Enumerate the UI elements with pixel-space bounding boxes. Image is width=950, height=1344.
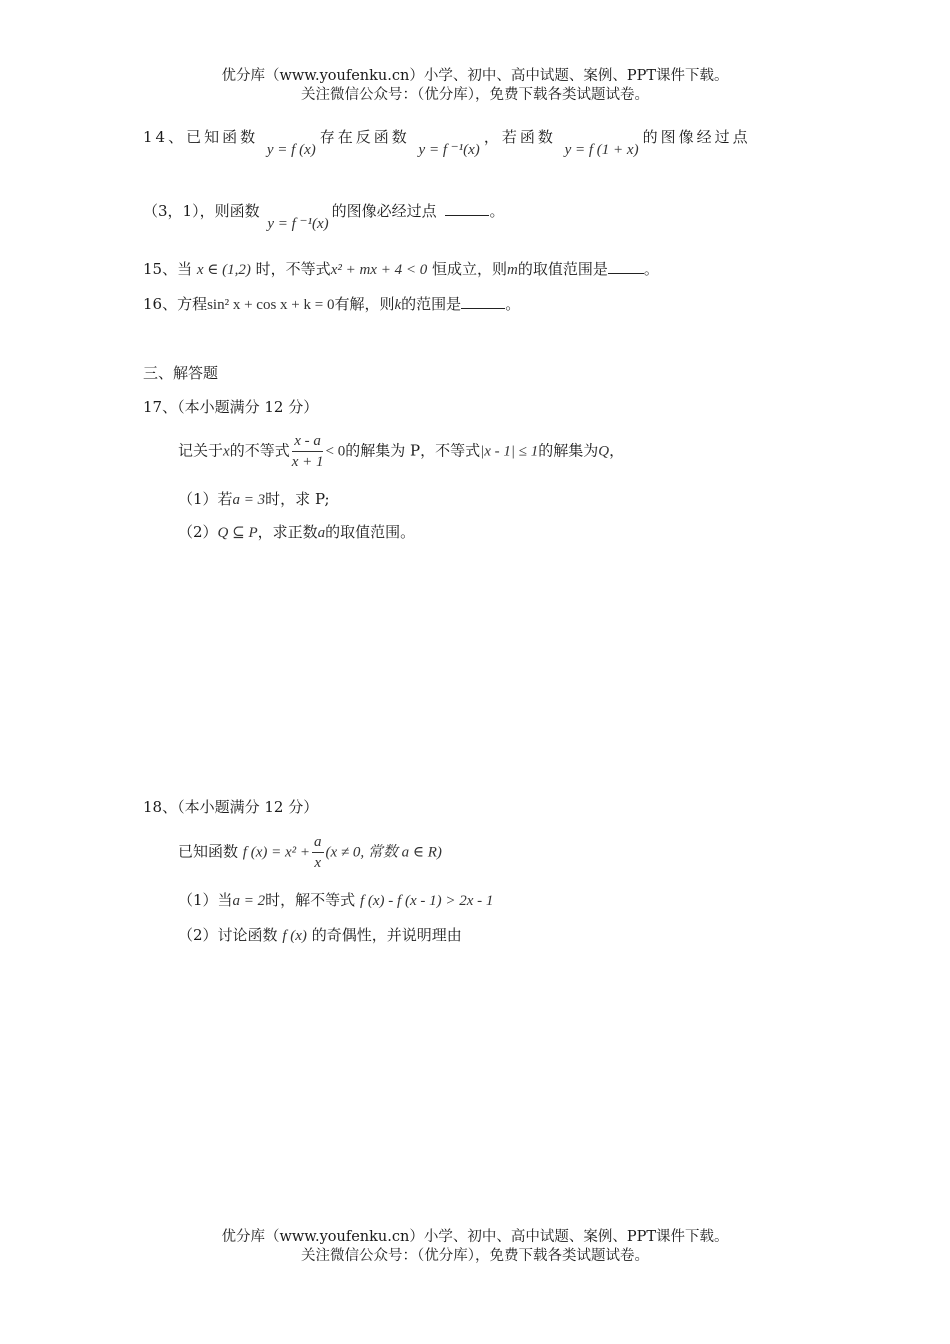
question-17-statement <box>178 431 624 472</box>
question-17-fraction <box>292 431 324 472</box>
question-17-part-1 <box>178 488 330 511</box>
question-17-abs-inequality: |x - 1| ≤ 1 <box>480 443 539 460</box>
question-17-text-4: 的解集为 <box>538 441 599 460</box>
question-15-number: 15、当 <box>143 260 193 278</box>
question-18-fraction <box>312 832 324 873</box>
question-14-text-6: 的图像必经过点 <box>331 202 437 220</box>
question-17-part-2-text-1: ，求正数 <box>257 523 318 541</box>
question-17-part-1-label: （1）若 <box>178 490 233 508</box>
question-17-fraction-numerator: x - a <box>292 431 324 452</box>
question-15-text-1: 时，不等式 <box>255 260 331 278</box>
question-17-title: 17、（本小题满分 12 分） <box>143 398 319 416</box>
question-14-formula-1: y = f (x) <box>266 142 316 158</box>
question-18-part-1 <box>178 889 493 912</box>
question-15-formula-1: x ∈ (1,2) <box>196 262 251 278</box>
question-14-text-3: ，若函数 <box>483 128 556 146</box>
question-15-answer-blank <box>608 259 644 274</box>
header-line-2: 关注微信公众号：（优分库），免费下载各类试题试卷。 <box>301 87 649 103</box>
question-17-set-q: Q <box>598 443 610 460</box>
question-14-text-4: 的图像经过点 <box>642 128 751 146</box>
question-17-text-1: 记关于 <box>178 441 224 460</box>
header-line-1: 优分库（www.youfenku.cn）小学、初中、高中试题、案例、PPT课件下载。 <box>221 68 729 84</box>
question-16-formula-1: sin² x + cos x + k = 0 <box>207 297 335 313</box>
question-17-part-2-formula: Q ⊆ P <box>217 525 258 541</box>
question-14-formula-2: y = f ⁻¹(x) <box>418 142 480 158</box>
question-14-formula-3: y = f (1 + x) <box>564 142 639 158</box>
question-15-formula-2: x² + mx + 4 < 0 <box>330 262 428 278</box>
question-18-fraction-denominator: x <box>314 855 322 871</box>
question-15 <box>143 258 659 281</box>
question-14-number: 14、 <box>143 128 187 146</box>
question-17-text-5: ， <box>609 441 625 460</box>
question-14-line-1 <box>143 126 751 158</box>
question-15-text-3: 的取值范围是 <box>517 260 608 278</box>
question-16 <box>143 293 520 316</box>
footer-line-1: 优分库（www.youfenku.cn）小学、初中、高中试题、案例、PPT课件下载。 <box>221 1229 729 1245</box>
question-18-part-1-formula: a = 2 <box>232 893 266 909</box>
question-16-end: 。 <box>505 295 521 313</box>
question-17-part-2-var-a: a <box>317 525 326 541</box>
question-17-less-than-zero: < 0 <box>325 443 346 460</box>
question-18-part-1-inequality: f (x) - f (x - 1) > 2x - 1 <box>359 893 494 909</box>
question-17-text-3: 的解集为 P，不等式 <box>345 441 481 460</box>
question-18-part-2-formula: f (x) <box>282 928 307 944</box>
question-18-domain-condition: (x ≠ 0, 常数 a ∈ R) <box>325 844 442 861</box>
question-17-text-2: 的不等式 <box>229 441 290 460</box>
question-18-text-1: 已知函数 <box>178 842 239 861</box>
question-18-part-2 <box>178 924 462 947</box>
question-18-statement <box>178 832 442 873</box>
question-16-answer-blank <box>461 294 505 309</box>
question-14-line-2 <box>143 200 505 232</box>
question-14-text-5: （3，1），则函数 <box>143 202 260 220</box>
question-15-text-2: 恒成立，则 <box>431 260 507 278</box>
question-17-part-2-text-2: 的取值范围。 <box>325 523 416 541</box>
question-15-formula-3: m <box>507 262 518 278</box>
question-18-title: 18、（本小题满分 12 分） <box>143 798 319 816</box>
question-17-part-1-formula: a = 3 <box>232 492 266 508</box>
section-3-heading: 三、解答题 <box>143 364 219 382</box>
question-14-text-2: 存在反函数 <box>319 128 410 146</box>
question-14-text-1: 已知函数 <box>186 128 259 146</box>
question-16-number: 16、方程 <box>143 295 208 313</box>
question-18-fraction-numerator: a <box>312 832 324 853</box>
question-18-part-2-label: （2）讨论函数 <box>178 926 278 944</box>
footer-line-2: 关注微信公众号：（优分库），免费下载各类试题试卷。 <box>301 1248 649 1264</box>
question-18-part-1-text: 时，解不等式 <box>265 891 356 909</box>
question-14-answer-blank <box>445 201 489 216</box>
question-17-part-2-label: （2） <box>178 523 218 541</box>
question-16-formula-2: k <box>394 297 402 313</box>
question-17-var-x: x <box>223 443 230 460</box>
question-15-end: 。 <box>643 260 659 278</box>
question-17-part-1-text: 时，求 P; <box>265 490 330 508</box>
question-17-part-2 <box>178 521 415 544</box>
question-18-part-2-text: 的奇偶性，并说明理由 <box>311 926 462 944</box>
question-14-end: 。 <box>489 202 505 220</box>
question-17-fraction-denominator: x + 1 <box>291 454 324 470</box>
question-18-function-def: f (x) = x² + <box>242 844 311 861</box>
question-18-part-1-label: （1）当 <box>178 891 233 909</box>
question-14-formula-4: y = f ⁻¹(x) <box>267 216 329 232</box>
question-16-text-1: 有解，则 <box>334 295 395 313</box>
question-16-text-2: 的范围是 <box>401 295 462 313</box>
